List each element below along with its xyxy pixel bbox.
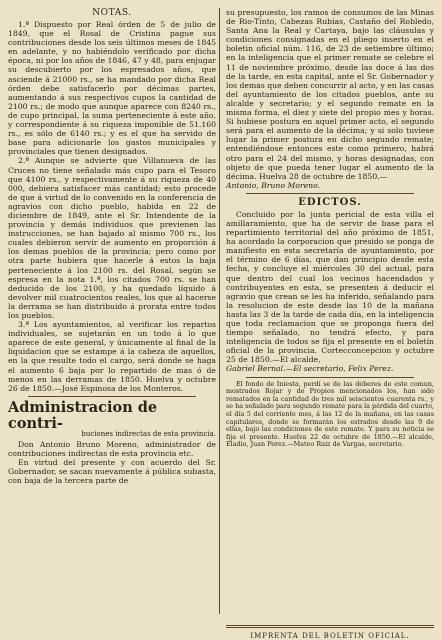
admin-intro: Don Antonio Bruno Moreno, administrador de contribuciones indirectas de esta provincia etc. [8,439,216,458]
edicto-2: El fondo de Iniesta, perdí se de las deberes de este comun, mostrados Rojar y de Propios mencionados los, han sido rematados en la cantidad de tres mil seiscientos cuarenta rs., y se ha señalado para segundo remate para la pérdida del cuarto, el día 5 del corriente mes, á las 12 de la mañana, en las casas capitulares, donde se formarán los estrados desde las 9 de ellas, bajo las condiciones de este remate. Y para su noticia se fija el presente. Huelva 22 de octubre de 1850.—El alcalde, Eladio, Juan Perez.—Mateo Ruiz de Vargas, secretario. [226,379,434,449]
notas-heading: NOTAS. [92,8,132,18]
column-rule [219,8,220,614]
edictos-heading: EDICTOS. [298,196,362,208]
edicto-1-signature: Gabriel Bernal.—El secretario, Felix Perez. [226,364,394,374]
section-divider [28,396,196,397]
printer-footer: IMPRENTA DEL BOLETIN OFICIAL. [226,625,434,640]
nota-2: 2.ª Aunque se advierte que Villanueva de las Cruces no tiene señalado más cupo para el Tesoro que 4100 rs., y respectivamente á su riqueza de 40 000, debiera satisfacer más cantidad; esto procede de que á virtud de lo convenido en la conferencia de agravios con dicho pueblo, habida en 22 de diciembre de 1849, ante el Sr. Intendente de la provincia y demás individuos que previenen las instrucciones, se han bajado al mismo 700 rs., los cuales debieron servir de aumento en proporción á los demas pueblos de la provincia; pero como por otra parte hubiera que hacerle á estos la baja perteneciente á los 2100 rs. del Rosal, según se espresa en la nota 1.ª, los citados 700 rs. se han deducido de los 2100, y ha quedado líquido á devolver mil cuatrocientos reales, los que al hacerse la derrama se han distribuido á prorata entre todos los pueblos. [8,156,216,320]
edicto-1: Concluido por la junta pericial de esta villa el amillaramiento, que ha de servir de base para el repartimiento territorial del año próximo de 1851, ha acordado la corporacion que presido se ponga de manifiesto en esta secretaría de ayuntamiento, por el término de 6 días, que dan principio desde esta fecha, y concluye el miércoles 30 del actual, para que dentro del cual los vecinos hacendados y contribuyentes en esta, se presenten á deducir el agravio que crean se les ha inferido, señalando para la resolucion de este desde las 10 de la mañana hasta las 3 de la tarde de cada día, en la inteligencia que toda reclamacion que se proponga fuera del tiempo señalado, no tendrá efecto, y para inteligencia de todos se fija el presente en el boletín oficial de la provincia. Cortecconcepcion y octubre 25 de 1850.—El alcalde, [226,209,434,365]
section-divider [246,377,414,378]
subasta-signature: Antonio, Bruno Moreno. [226,180,321,190]
edicto-2-block [226,381,434,449]
nota-1: 1.ª Dispuesto por Real órden de 5 de julio de 1849, que el Rosal de Cristina pague sus contribuciones desde los seis últimos meses de 1845 en adelante, y no habiéndolo verificado por dicha época, ni por los años de 1846, 47 y 48, para enjugar su descubierto por los espresados años, que asciende á 21000 rs., se ha mandado por dicha Real órden debe satisfacerlo por décimas partes, aumentando á sus respectivos cupos la cantidad de 2100 rs.; de modo que aunque aparece con 8240 rs., de cupo principal, la suma perteneciente á este año, y correspondiente á su riqueza imponible de 51.160 rs., es sólo de 6140 rs.; y es el que ha servido de base para adicionarle los gastos municipales y provinciales que tienen designados. [8,20,216,157]
subasta-text: su presupuesto, los ramos de consumos de las Minas de Rio-Tinto, Cabezas Rubias, Castaño del Robledo, Santa Ana la Real y Cartaya, bajo las cláusulas y condiciones consignadas en el pliego inserto en el boletin oficial núm. 116, de 23 de setiembre último; en la inteligencia que el primer remate se celebre el 11 de noviembre próximo, desde las doce á las dos de la tarde, en esta capital, ante el Sr. Gobernador y los demas que deben concurrir al acto, y en las casas del ayuntamiento de los citados pueblos, ante su alcalde y secretario; y el segundo remate en la misma forma, el diez y siete del propio mes y horas. Si hubiese postura en aquel primer acto, el segundo será para el aumento de la décima; y si solo tuviese lugar la primer postura en dicho segundo remate; entendiéndose entonces este como primero, habrá otro para el 24 del mismo, y horas designadas, con objeto de que pueda tener lugar el aumento de la décima. Huelva 28 de octubre de 1850.— [226,8,434,181]
admin-body: En virtud del presente y con acuerdo del Sr. Gobernador, se sacan nuevamente á pública subasta, con baja de la tercera parte de [8,458,216,486]
admin-title: Administracion de contri- [8,398,158,432]
nota-3: 3.ª Los ayuntamientos, al verificar los repartos individuales, se sujetarán en un todo á lo que aparece de este general, y únicamente al final de la liquidacion que se estampe á la cabeza de aquellos, en la que resulte todo el cargo, será donde se haga el aumento 6 baja por lo repartido de mas ó de menos en las derramas de 1850. Huelva y octubre 26 de 1850.—José Espinosa de los Monteros. [8,320,216,393]
section-divider [246,193,414,194]
left-column [8,8,216,634]
right-column [226,8,434,634]
admin-subtitle: buciones indirectas de esta provincia. [81,429,216,438]
